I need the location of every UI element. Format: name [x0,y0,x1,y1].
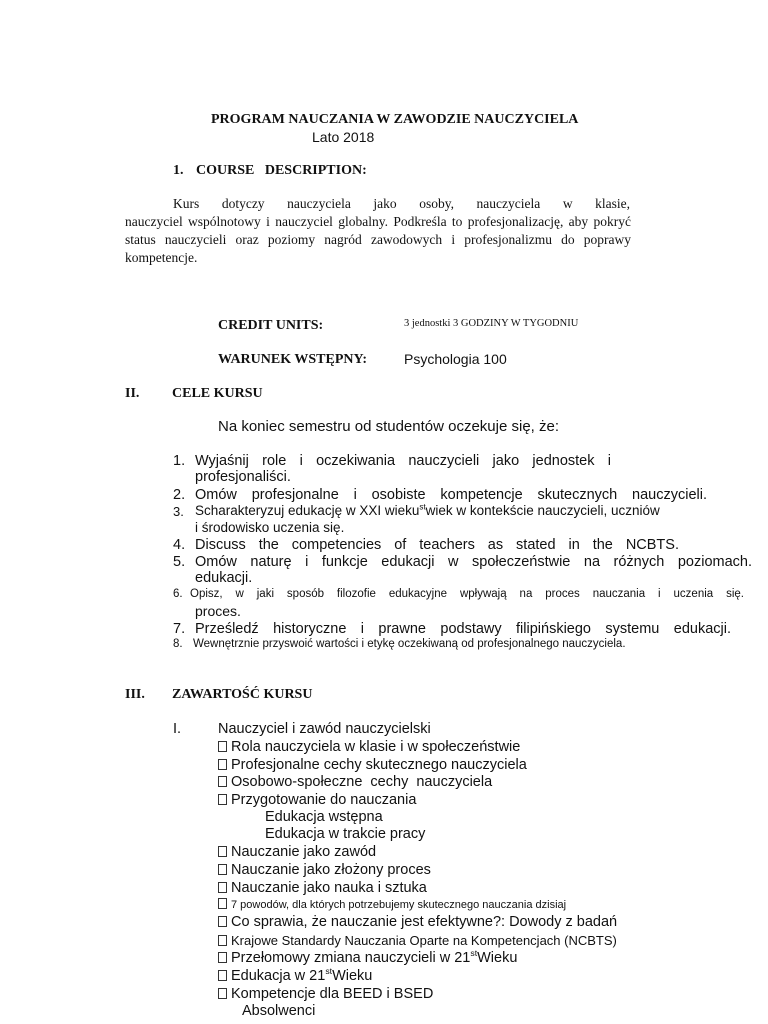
checkbox-icon [218,759,227,770]
list-item: Przełomowy zmiana nauczycieli w 21stWieku [218,950,517,966]
objectives-intro: Na koniec semestru od studentów oczekuje się, że: [218,418,560,435]
objective-number: 4. [173,537,186,553]
objective-text: profesjonaliści. [195,469,291,485]
description-line: nauczyciel wspólnotowy i nauczyciel globalny. Podkreśla to profesjonalizację, aby pokryć [125,214,631,229]
objective-text: proces. [195,603,241,619]
section1-heading: COURSE DESCRIPTION: [196,163,367,178]
objective-text: Wewnętrznie przyswoić wartości i etykę oczekiwaną od profesjonalnego nauczyciela. [193,638,626,650]
unit-number: I. [173,721,182,737]
description-line: Kurs dotyczy nauczyciela jako osoby, nauczyciela w klasie, [173,196,630,211]
checkbox-icon [218,935,227,946]
section2-heading: CELE KURSU [172,386,263,401]
credit-units-label: CREDIT UNITS: [218,318,324,333]
list-item: Co sprawia, że nauczanie jest efektywne?: Dowody z badań [218,914,617,930]
checkbox-icon [218,741,227,752]
description-line: kompetencje. [125,250,198,265]
list-item: Edukacja w 21stWieku [218,968,372,984]
list-item: Nauczanie jako złożony proces [218,862,431,878]
sub-list-item: Edukacja w trakcie pracy [265,826,426,842]
objective-number: 5. [173,554,186,570]
section2-number: II. [125,386,140,401]
checkbox-icon [218,794,227,805]
objective-number: 3. [173,504,184,519]
checkbox-icon [218,846,227,857]
credit-units-value: 3 jednostki 3 GODZINY W TYGODNIU [404,318,579,329]
checkbox-icon [218,776,227,787]
objective-text: Prześledź historyczne i prawne podstawy filipińskiego systemu edukacji. [195,621,731,637]
unit-title: Nauczyciel i zawód nauczycielski [218,721,431,737]
prerequisite-value: Psychologia 100 [404,351,507,367]
description-line: status nauczycieli oraz poziomy nagród zawodowych i profesjonalizmu do poprawy [125,232,631,247]
checkbox-icon [218,988,227,999]
objective-number: 2. [173,487,186,503]
prerequisite-label: WARUNEK WSTĘPNY: [218,352,367,367]
objective-text: edukacji. [195,570,253,586]
objective-text: Scharakteryzuj edukację w XXI wieku$^{st}$wiek w kontekście nauczycieli, uczniów [195,502,660,518]
objective-text: Wyjaśnij role i oczekiwania nauczycieli jako jednostek i [195,453,611,469]
list-item: Profesjonalne cechy skutecznego nauczyciela [218,757,527,773]
section3-number: III. [125,687,145,702]
checkbox-icon [218,864,227,875]
list-item: Nauczanie jako nauka i sztuka [218,880,427,896]
document-subtitle: Lato 2018 [312,129,375,145]
section3-heading: ZAWARTOŚĆ KURSU [172,687,313,702]
list-item: Rola nauczyciela w klasie i w społeczeństwie [218,739,520,755]
objective-text: Omów profesjonalne i osobiste kompetencje skutecznych nauczycieli. [195,487,707,503]
section1-number: 1. [173,163,184,178]
sub-list-item: Edukacja wstępna [265,809,383,825]
checkbox-icon [218,970,227,981]
document-title: PROGRAM NAUCZANIA W ZAWODZIE NAUCZYCIELA [211,112,579,127]
checkbox-icon [218,898,227,909]
objective-text: Discuss the competencies of teachers as stated in the NCBTS. [195,537,679,553]
objective-number: 1. [173,453,186,469]
objective-text: i środowisko uczenia się. [195,520,345,535]
list-item: Kompetencje dla BEED i BSED [218,986,433,1002]
list-item-continuation: Absolwenci [242,1003,316,1019]
objective-number: 7. [173,621,186,637]
list-item: Przygotowanie do nauczania [218,792,416,808]
checkbox-icon [218,916,227,927]
checkbox-icon [218,882,227,893]
list-item: 7 powodów, dla których potrzebujemy skutecznego nauczania dzisiaj [218,898,566,911]
objective-text: Opisz, w jaki sposób filozofie edukacyjne wpływają na proces nauczania i uczenia się. [190,588,744,600]
checkbox-icon [218,952,227,963]
objective-text: Omów naturę i funkcje edukacji w społeczeństwie na różnych poziomach. [195,554,752,570]
list-item: Krajowe Standardy Nauczania Oparte na Kompetencjach (NCBTS) [218,933,617,948]
list-item: Osobowo-społeczne cechy nauczyciela [218,774,492,790]
objective-number: 6. [173,588,183,600]
objective-number: 8. [173,638,183,650]
list-item: Nauczanie jako zawód [218,844,376,860]
